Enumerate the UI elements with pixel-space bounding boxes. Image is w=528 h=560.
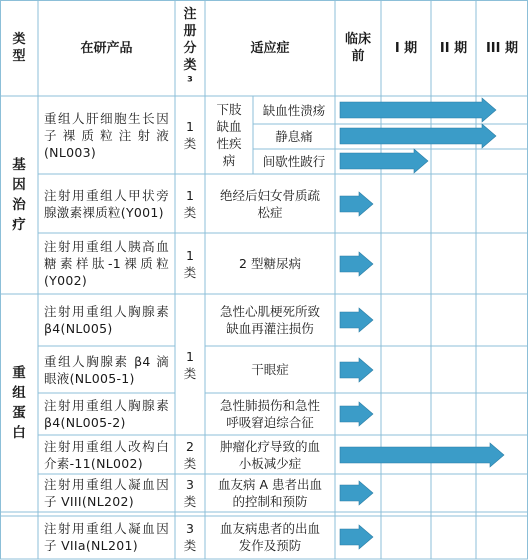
pvd-label-line: 下肢	[216, 102, 242, 117]
header-type-label: 类型	[12, 32, 26, 64]
progress-arrow-nl005	[340, 308, 373, 332]
group-recombinant-protein-char: 白	[12, 425, 26, 441]
group-recombinant-protein-char: 组	[12, 385, 26, 401]
registration-class-y001: 1类	[183, 187, 197, 220]
pvd-label-line: 缺血	[216, 119, 242, 134]
indication-nl005-2: 急性肺损伤和急性呼吸窘迫综合征	[219, 398, 320, 430]
product-nl003: 重组人肝细胞生长因子裸质粒注射液(NL003)	[44, 110, 169, 160]
header-preclinical-label: 临床前	[344, 32, 371, 64]
pvd-label-line: 病	[222, 153, 236, 168]
progress-arrow-nl003-claudication	[340, 149, 428, 173]
indication-nl005-1: 干眼症	[251, 362, 289, 377]
group-gene-therapy-char: 疗	[12, 217, 26, 233]
indication-nl202: 血友病 A 患者出血的控制和预防	[218, 477, 322, 509]
registration-class-nl003: 1类	[183, 119, 197, 151]
progress-arrow-nl202	[340, 481, 373, 505]
group-gene-therapy-char: 治	[12, 197, 26, 213]
indication-nl002: 肿瘤化疗导致的血小板减少症	[219, 438, 320, 471]
indication-y001: 绝经后妇女骨质疏松症	[219, 187, 320, 220]
product-nl202: 注射用重组人凝血因子 VIII(NL202)	[44, 477, 169, 509]
pvd-label-line: 性疾	[216, 136, 242, 151]
header-registration-class-label: 注册分类³	[183, 6, 197, 90]
group-recombinant-protein-char: 重	[12, 365, 26, 381]
indication-nl201: 血友病患者的出血发作及预防	[219, 521, 320, 553]
progress-arrow-y001	[340, 192, 373, 216]
product-nl005-1: 重组人胸腺素 β4 滴眼液(NL005-1)	[44, 353, 169, 386]
progress-arrow-nl002	[340, 443, 504, 467]
group-gene-therapy-char: 因	[12, 177, 26, 193]
indication-y002: 2 型糖尿病	[239, 256, 301, 271]
progress-arrow-nl003-rest-pain	[340, 124, 496, 148]
indication-nl005: 急性心肌梗死所致缺血再灌注损伤	[219, 304, 320, 336]
registration-class-nl201: 3类	[183, 521, 197, 553]
product-y001: 注射用重组人甲状旁腺激素裸质粒(Y001)	[44, 187, 169, 220]
progress-arrow-nl201	[340, 525, 373, 549]
registration-class-y002: 1类	[183, 247, 197, 280]
progress-arrow-y002	[340, 252, 373, 276]
header-phase-1: I 期	[394, 40, 418, 56]
group-recombinant-protein-char: 蛋	[12, 405, 26, 421]
indication-ischemic-ulcer: 缺血性溃疡	[262, 102, 326, 118]
progress-arrow-nl005-1	[340, 358, 373, 382]
header-product: 在研产品	[80, 40, 133, 56]
product-nl002: 注射用重组人改构白介素-11(NL002)	[44, 438, 169, 471]
indication-rest-pain: 静息痛	[275, 129, 313, 144]
product-nl005-2: 注射用重组人胸腺素 β4(NL005-2)	[44, 398, 169, 430]
header-indication: 适应症	[250, 40, 290, 56]
registration-class-nl202: 3类	[183, 477, 197, 509]
progress-arrow-nl003-ischemic-ulcer	[340, 98, 496, 122]
progress-arrow-nl005-2	[340, 402, 373, 426]
registration-class-nl005: 1类	[183, 348, 197, 381]
product-nl201: 注射用重组人凝血因子 VIIa(NL201)	[44, 521, 169, 553]
registration-class-nl002: 2类	[183, 438, 197, 471]
indication-intermittent-claudication: 间歇性跛行	[262, 154, 326, 169]
header-phase-2: II 期	[439, 40, 468, 56]
product-nl005: 注射用重组人胸腺素 β4(NL005)	[44, 304, 169, 336]
product-y002: 注射用重组人胰高血糖素样肽-1裸质粒(Y002)	[44, 239, 169, 288]
header-phase-3: III 期	[485, 40, 519, 56]
group-gene-therapy-char: 基	[12, 157, 26, 173]
